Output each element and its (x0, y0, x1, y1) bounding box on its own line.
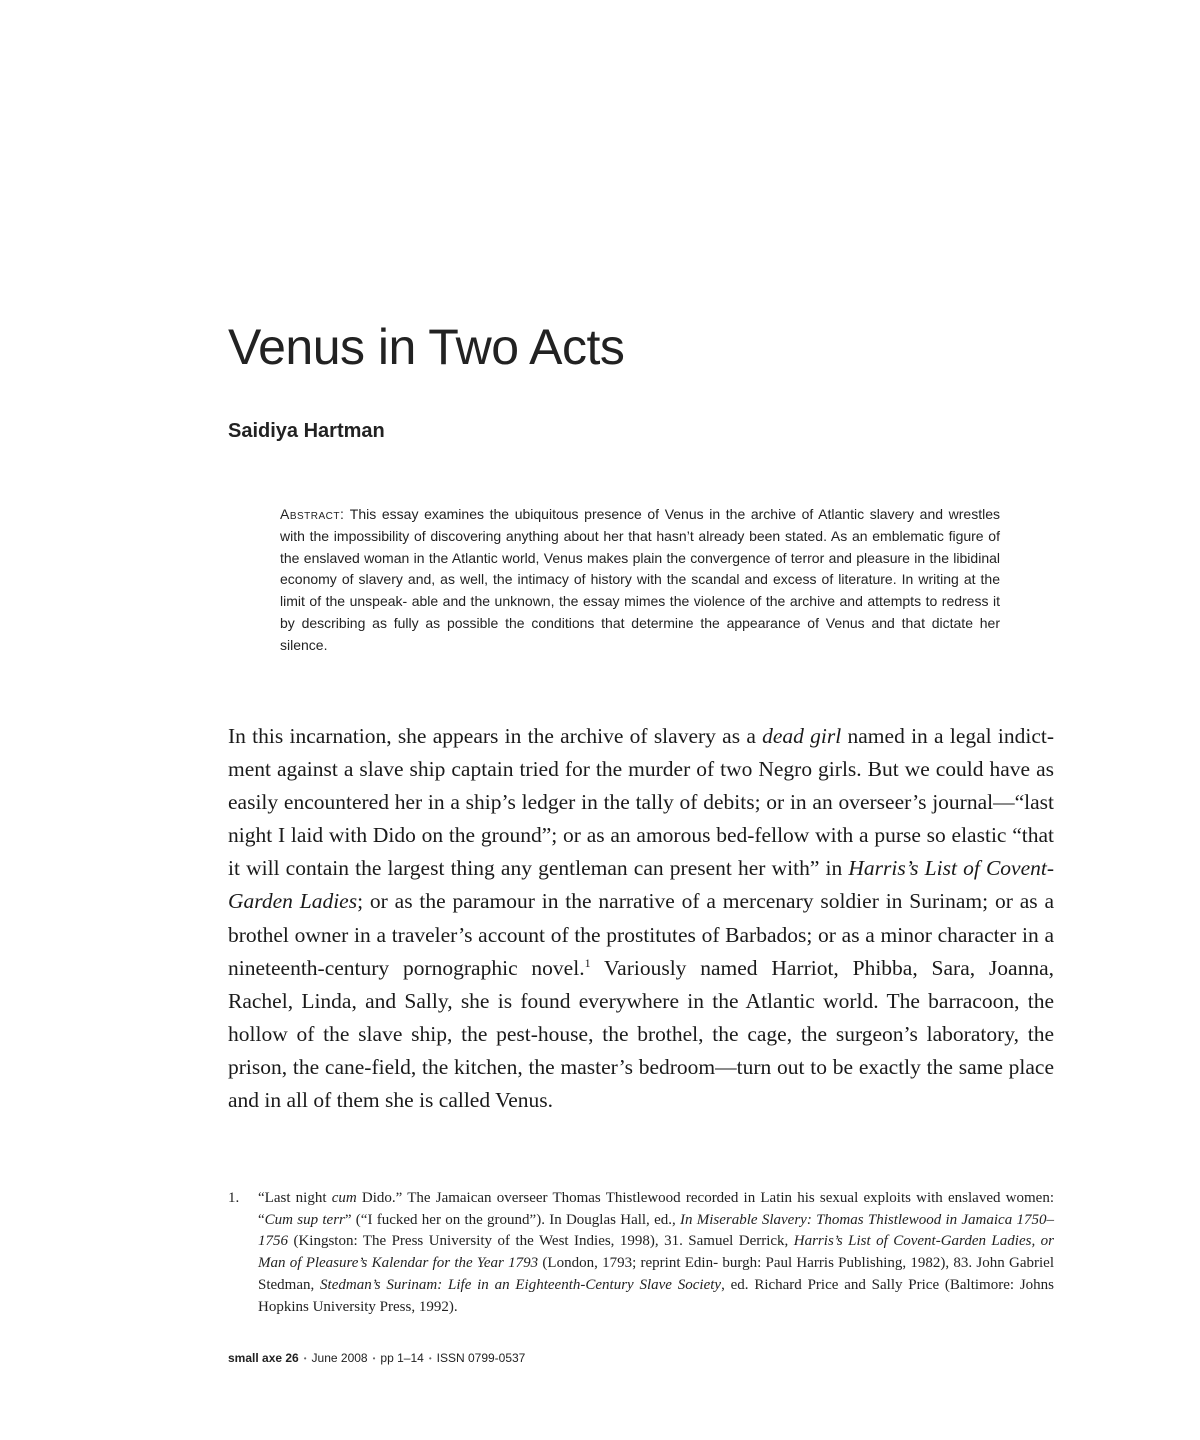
footnote-segment: Dido.” The Jamaican overseer Thomas Thistlewood recorded in Latin his sexual exploits with enslaved women: “ (258, 1190, 1054, 1228)
footnote-reference[interactable]: 1 (584, 955, 591, 970)
footnote-emphasis: Stedman’s Surinam: Life in an Eighteenth-Century Slave Society (320, 1276, 722, 1293)
body-text-segment: ; or as the paramour in the narrative of a mercenary soldier in Surinam; or as a brothel owner in a traveler’s account of the prostitutes of Barbados; or as a minor character in a nineteenth-century pornographic novel. (228, 889, 1054, 980)
article-title: Venus in Two Acts (228, 319, 625, 375)
footnote-emphasis: Cum sup terr (264, 1211, 345, 1228)
footnote-segment: “Last night (258, 1190, 332, 1206)
body-text-segment: Variously named Harriot, Phibba, Sara, Joanna, Rachel, Linda, and Sally, she is found everywhere in the Atlantic world. The barracoon, the hollow of the slave ship, the pest-house, the brothel, the cage, the surgeon’s laboratory, the prison, the cane-field, the kitchen, the master’s bedroom—turn out to be exactly the same place and in all of them she is called Venus. (228, 955, 1054, 1113)
footnote-segment: , ed. Richard Price and Sally Price (Baltimore: Johns Hopkins University Press, 1992). (258, 1276, 1055, 1315)
footnote-emphasis: cum (331, 1190, 357, 1206)
separator-bullet: • (303, 1354, 307, 1363)
running-footer (228, 1351, 525, 1365)
issn: ISSN 0799-0537 (436, 1351, 526, 1365)
footnote-number: 1. (228, 1190, 240, 1206)
footnote-text (258, 1188, 1054, 1318)
abstract-label: Abstract: (280, 506, 345, 522)
body-paragraph (228, 720, 1054, 1117)
body-emphasis: Harris’s List of Covent- Garden Ladies (228, 856, 1054, 914)
footnote-emphasis: In Miserable Slavery: Thomas Thistlewood in Jamaica 1750–1756 (258, 1211, 1054, 1250)
issue-date: June 2008 (311, 1351, 368, 1365)
abstract-text: This essay examines the ubiquitous presence of Venus in the archive of Atlantic slavery and wrestles with the impossibility of discovering anything about her that hasn’t already been stated. As an emblematic figure of the enslaved woman in the Atlantic world, Venus makes plain the convergence of terror and pleasure in the libidinal economy of slavery and, as well, the intimacy of history with the scandal and excess of literature. In writing at the limit of the unspeak- able and the unknown, the essay mimes the violence of the archive and attempts to redress it by describing as fully as possible the conditions that determine the appearance of Venus and that dictate her silence. (280, 506, 1000, 653)
footnote (228, 1188, 1054, 1318)
footnote-segment: ” (“I fucked her on the ground”). In Douglas Hall, ed., (344, 1211, 680, 1228)
body-text-segment: named in a legal indict- ment against a slave ship captain tried for the murder of two Negro girls. But we could have as easily encountered her in a ship’s ledger in the tally of debits; or in an overseer’s journal—“last night I laid with Dido on the ground”; or as an amorous bed-fellow with a purse so elastic “that it will contain the largest thing any gentleman can present her with” in (228, 724, 1055, 881)
journal-name: small axe 26 (228, 1351, 299, 1365)
footnote-segment: (London, 1793; reprint Edin- burgh: Paul Harris Publishing, 1982), 83. John Gabriel Stedman, (258, 1255, 1054, 1293)
footnote-emphasis: Harris’s List of Covent-Garden Ladies, or Man of Pleasure’s Kalendar for the Year 1793 (258, 1233, 1054, 1272)
body-text-segment: In this incarnation, she appears in the archive of slavery as a (228, 724, 763, 748)
footnote-segment: (Kingston: The Press University of the West Indies, 1998), 31. Samuel Derrick, (288, 1233, 794, 1250)
page-range: pp 1–14 (380, 1351, 424, 1365)
author-name: Saidiya Hartman (228, 420, 385, 442)
abstract (280, 504, 1000, 657)
body-emphasis: dead girl (762, 724, 842, 748)
separator-bullet: • (372, 1354, 376, 1363)
separator-bullet: • (428, 1354, 432, 1363)
